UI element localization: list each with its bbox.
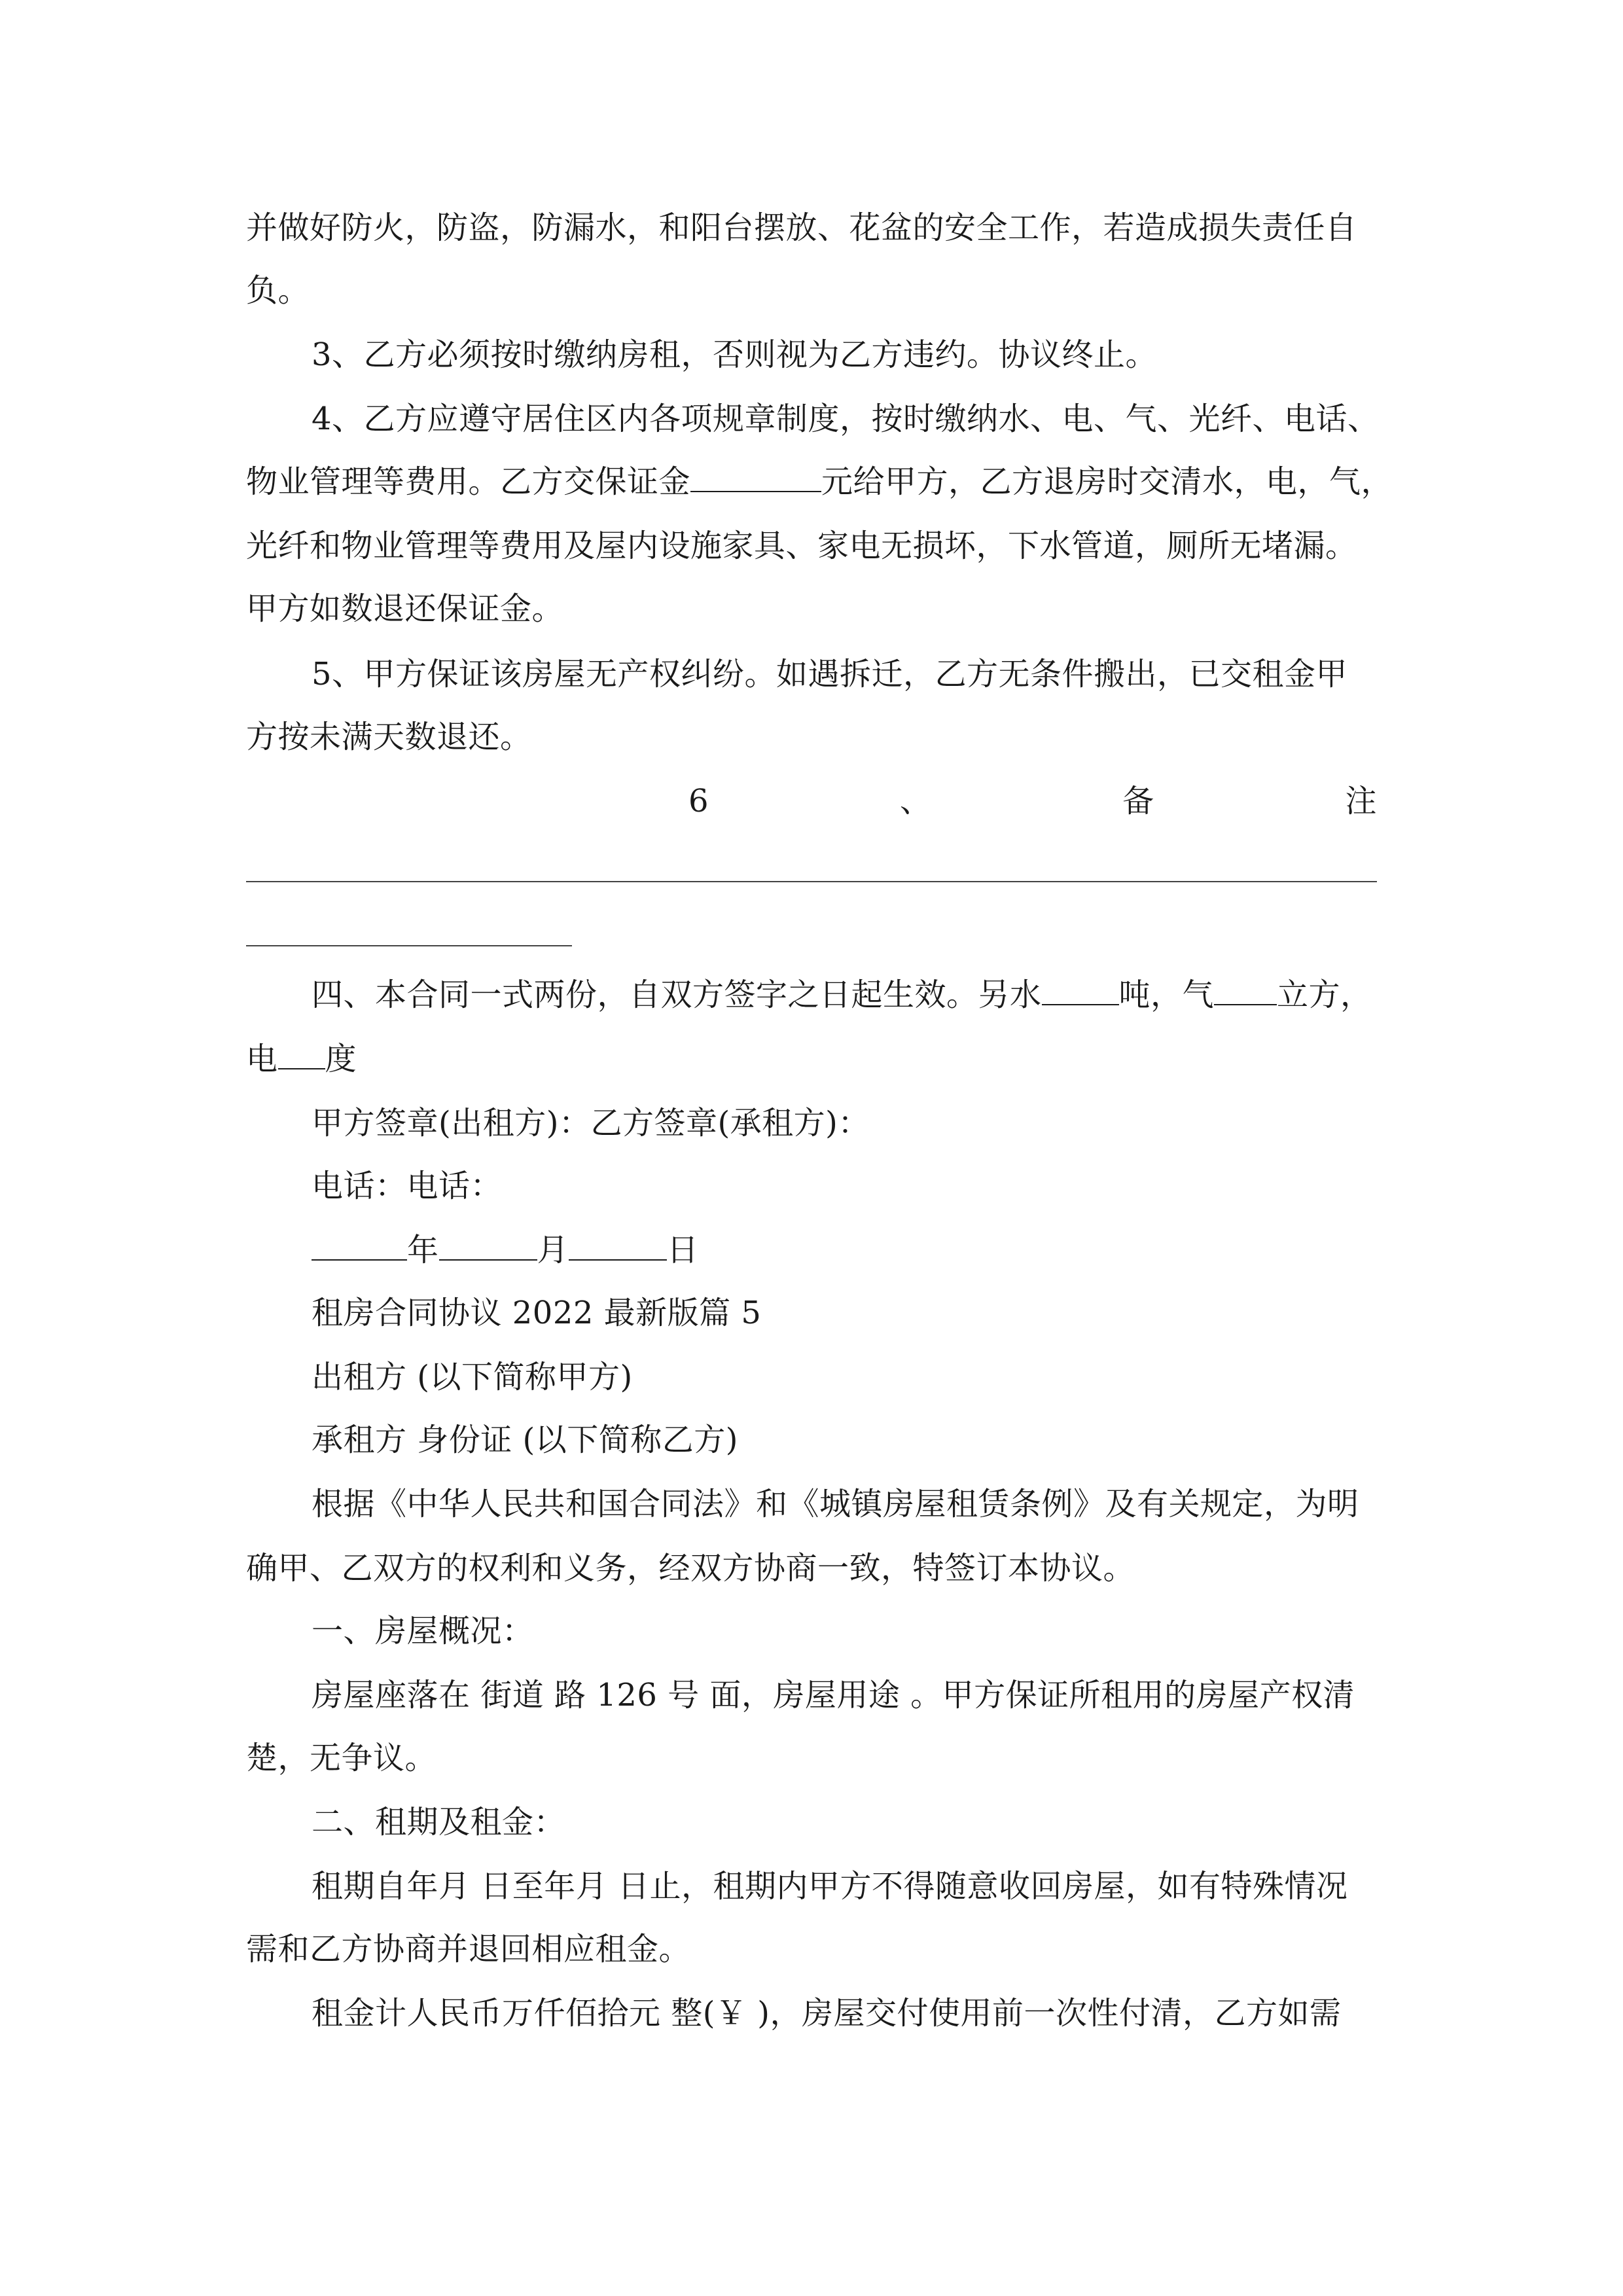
- section-title: 租房合同协议 2022 最新版篇 5: [312, 1295, 762, 1331]
- year-blank: [312, 1230, 407, 1261]
- month-label: 月: [537, 1232, 569, 1268]
- date-line: [312, 1230, 1378, 1270]
- clause-four-part2: 吨，气: [1118, 977, 1215, 1013]
- deposit-line: [246, 462, 1393, 501]
- electric-before: 电: [246, 1041, 278, 1077]
- day-blank: [569, 1230, 667, 1261]
- water-blank: [1042, 975, 1119, 1005]
- clause-4: 4、乙方应遵守居住区内各项规章制度，按时缴纳水、电、气、光纤、电话、: [312, 401, 1380, 437]
- text-line: 甲方如数退还保证金。: [246, 590, 564, 627]
- deposit-line-before: 物业管理等费用。乙方交保证金: [246, 463, 691, 500]
- deposit-blank: [690, 462, 821, 492]
- gas-blank: [1214, 975, 1277, 1005]
- electric-blank: [278, 1039, 325, 1069]
- remark-underline-2: [246, 945, 572, 946]
- text-line: 负。: [246, 272, 310, 309]
- text-line: 房屋座落在 街道 路 126 号 面，房屋用途 。甲方保证所租用的房屋产权清: [312, 1677, 1355, 1713]
- clause-3: 3、乙方必须按时缴纳房租，否则视为乙方违约。协议终止。: [312, 336, 1158, 373]
- remark-heading: [688, 781, 1377, 821]
- remark-char-2: 注: [1345, 783, 1377, 819]
- phone-line: 电话：电话：: [312, 1168, 503, 1204]
- remark-char-1: 备: [1122, 783, 1154, 819]
- clause-four: [312, 975, 1378, 1014]
- heading-house-overview: 一、房屋概况：: [312, 1613, 534, 1649]
- clause-5: 5、甲方保证该房屋无产权纠纷。如遇拆迁，乙方无条件搬出，已交租金甲: [312, 656, 1348, 692]
- electric-after: 度: [325, 1041, 357, 1077]
- text-line: 并做好防火，防盗，防漏水，和阳台摆放、花盆的安全工作，若造成损失责任自: [246, 209, 1357, 246]
- year-label: 年: [407, 1232, 439, 1268]
- clause-four-part1: 四、本合同一式两份，自双方签字之日起生效。另水: [312, 977, 1042, 1013]
- remark-underline-1: [246, 881, 1377, 882]
- text-line: 光纤和物业管理等费用及屋内设施家具、家电无损坏，下水管道，厕所无堵漏。: [246, 528, 1357, 564]
- month-blank: [439, 1230, 537, 1261]
- remark-number: 6: [688, 783, 709, 819]
- text-line: 租期自年月 日至年月 日止，租期内甲方不得随意收回房屋，如有特殊情况: [312, 1868, 1348, 1905]
- remark-separator: 、: [899, 783, 932, 819]
- text-line: 租金计人民币万仟佰拾元 整(￥ )，房屋交付使用前一次性付清，乙方如需: [312, 1995, 1342, 2032]
- text-line: 楚，无争议。: [246, 1740, 437, 1776]
- clause-four-part3: 立方，: [1277, 977, 1372, 1013]
- day-label: 日: [667, 1232, 699, 1268]
- electric-line: [246, 1039, 1378, 1079]
- signature-line: 甲方签章(出租方)：乙方签章(承租方)：: [312, 1105, 870, 1141]
- text-line: 需和乙方协商并退回相应租金。: [246, 1931, 691, 1967]
- text-line: 方按未满天数退还。: [246, 719, 532, 755]
- text-line: 确甲、乙双方的权利和义务，经双方协商一致，特签订本协议。: [246, 1550, 1135, 1587]
- heading-term-rent: 二、租期及租金：: [312, 1804, 566, 1840]
- lessor-line: 出租方 (以下简称甲方): [312, 1359, 633, 1395]
- deposit-line-after: 元给甲方，乙方退房时交清水，电，气，: [821, 463, 1393, 500]
- text-line: 根据《中华人民共和国合同法》和《城镇房屋租赁条例》及有关规定，为明: [312, 1486, 1359, 1522]
- lessee-line: 承租方 身份证 (以下简称乙方): [312, 1422, 738, 1458]
